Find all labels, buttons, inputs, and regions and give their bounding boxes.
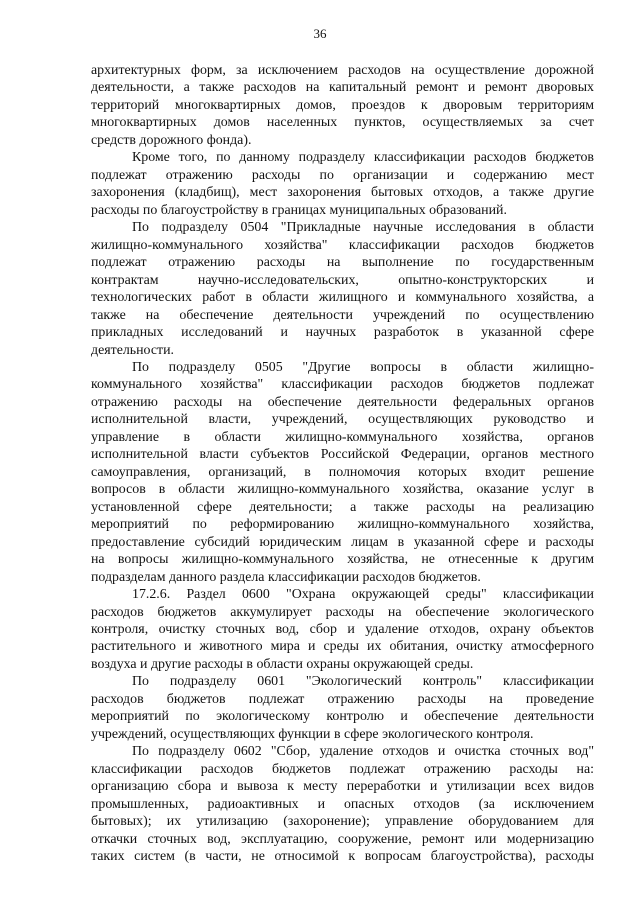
text-line: откачки сточных вод, эксплуатацию, сооружение, ремонт или модернизацию [91, 831, 594, 847]
text-line: подлежат отражению расходы на выполнение по государственным [91, 255, 594, 271]
text-line: управление в области жилищно-коммунального хозяйства, органов [91, 429, 594, 445]
text-line: растительного и животного мира и среды их обитания, очистку атмосферного [91, 639, 594, 655]
text-line: подразделам данного раздела классификации расходов бюджетов. [91, 569, 481, 585]
text-line: прикладных исследований и научных разработок в указанной сфере [91, 325, 594, 341]
text-line: мероприятий по экологическому контролю и обеспечение деятельности [91, 709, 594, 725]
text-line: отражению расходы на обеспечение деятельности федеральных органов [91, 394, 594, 410]
text-line: По подразделу 0601 "Экологический контроль" классификации [132, 674, 594, 690]
text-line: промышленных, радиоактивных и опасных отходов (за исключением [91, 796, 594, 812]
text-line: деятельности, а также расходов на капитальный ремонт и ремонт дворовых [91, 80, 594, 96]
text-line: Кроме того, по данному подразделу классификации расходов бюджетов [132, 150, 594, 166]
text-line: жилищно-коммунального хозяйства" классификации расходов бюджетов [91, 237, 594, 253]
text-line: воздуха и другие расходы в области охраны окружающей среды. [91, 656, 474, 672]
text-line: контрактам научно-исследовательских, опытно-конструкторских и [91, 272, 594, 288]
body-text [91, 62, 594, 866]
text-line: самоуправления, организаций, в полномочия которых входит решение [91, 464, 594, 480]
text-line: коммунального хозяйства" классификации расходов бюджетов подлежат [91, 377, 594, 393]
text-line: захоронения (кладбищ), мест захоронения бытовых отходов, а также другие [91, 185, 594, 201]
text-line: многоквартирных домов населенных пунктов, осуществляемых за счет [91, 115, 594, 131]
text-line: вопросов в области жилищно-коммунального хозяйства, оказание услуг в [91, 482, 594, 498]
text-line: бытовых); их утилизацию (захоронение); управление оборудованием для [91, 814, 594, 830]
text-line: предоставление субсидий юридическим лицам в указанной сфере и расходы [91, 534, 594, 550]
text-line: архитектурных форм, за исключением расходов на осуществление дорожной [91, 63, 594, 78]
text-line: контроля, очистку сточных вод, сбор и удаление отходов, охрану объектов [91, 622, 594, 637]
text-line: территорий многоквартирных домов, проездов к дворовым территориям [91, 97, 594, 113]
text-line: По подразделу 0505 "Другие вопросы в области жилищно- [132, 359, 594, 375]
text-line: По подразделу 0504 "Прикладные научные исследования в области [132, 220, 594, 236]
text-line: на вопросы жилищно-коммунального хозяйства, не отнесенные к другим [91, 552, 594, 568]
text-line: организацию сбора и вывоза к месту переработки и утилизации всех видов [91, 779, 594, 795]
text-line: мероприятий по реформированию жилищно-коммунального хозяйства, [91, 517, 594, 533]
text-line: таких систем (в части, не относимой к вопросам благоустройства), расходы [91, 849, 594, 865]
text-line: средств дорожного фонда). [91, 132, 252, 148]
text-line: учреждений, осуществляющих функции в сфере экологического контроля. [91, 726, 534, 742]
text-line: 17.2.6. Раздел 0600 "Охрана окружающей среды" классификации [132, 587, 594, 603]
text-line: установленной сфере деятельности; а также расходы на реализацию [91, 499, 594, 515]
text-line: расходов бюджетов подлежат отражению расходы на проведение [91, 691, 594, 707]
text-line: деятельности. [91, 342, 174, 358]
text-line: классификации расходов бюджетов подлежат отражению расходы на: [91, 761, 594, 777]
text-line: расходов бюджетов аккумулирует расходы на обеспечение экологического [91, 604, 594, 620]
text-line: исполнительной власти субъектов Российской Федерации, органов местного [91, 447, 594, 463]
text-line: также на обеспечение деятельности учреждений по осуществлению [91, 307, 594, 323]
text-line: расходы по благоустройству в границах муниципальных образований. [91, 202, 507, 218]
text-line: технологических работ в области жилищного и коммунального хозяйства, а [91, 290, 594, 306]
text-line: По подразделу 0602 "Сбор, удаление отходов и очистка сточных вод" [132, 744, 594, 760]
text-line: исполнительной власти, учреждений, осуществляющих руководство и [91, 412, 594, 428]
text-line: подлежат отражению расходы по организации и содержанию мест [91, 167, 594, 183]
page-number: 36 [313, 26, 327, 41]
